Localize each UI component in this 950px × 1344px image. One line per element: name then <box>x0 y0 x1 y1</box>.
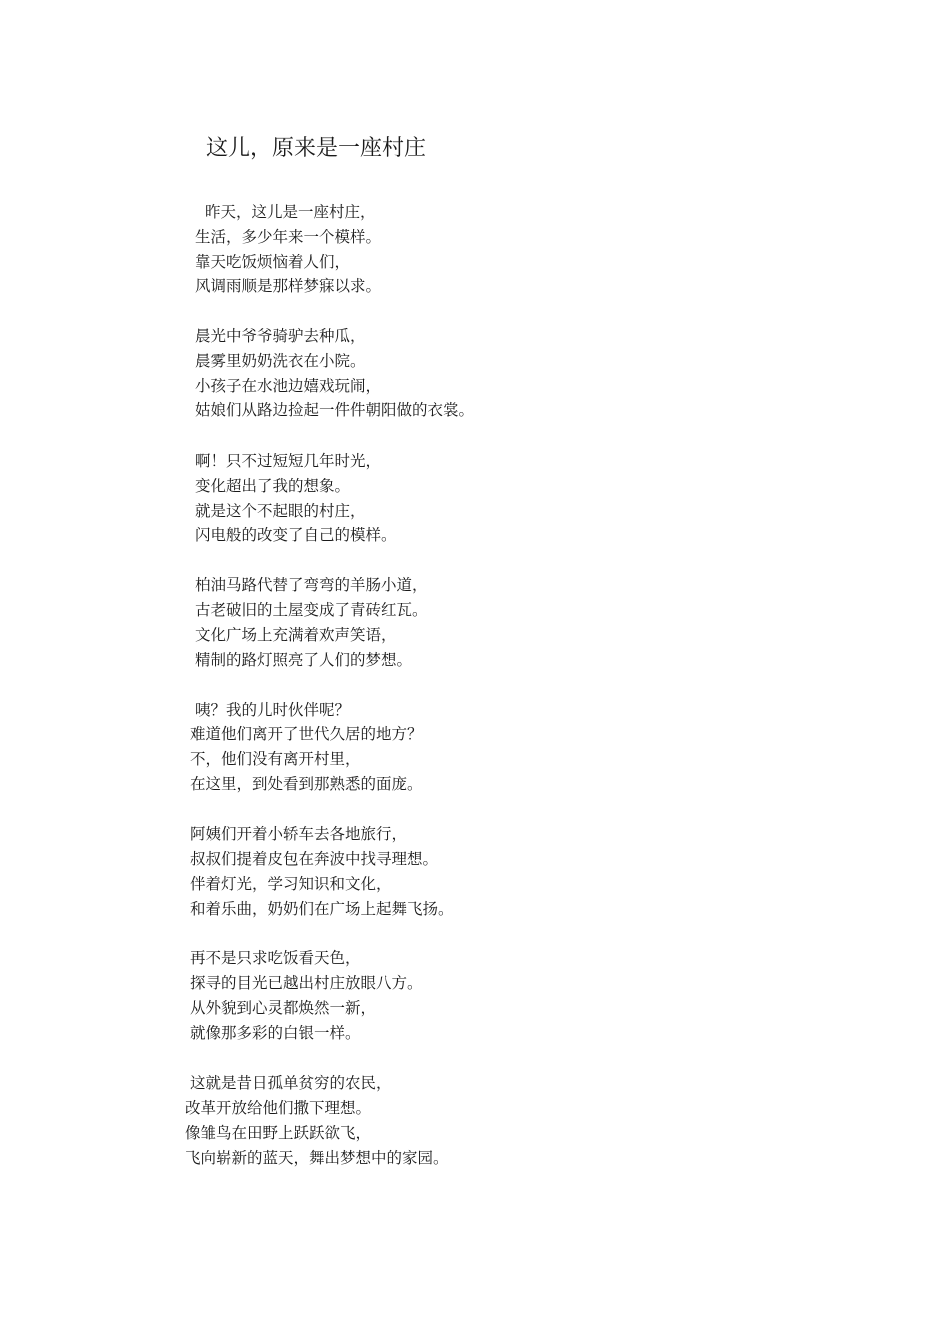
poem-line: 柏油马路代替了弯弯的羊肠小道， <box>195 576 428 594</box>
poem-line: 变化超出了我的想象。 <box>195 477 351 495</box>
poem-line: 闪电般的改变了自己的模样。 <box>195 526 397 544</box>
poem-line: 伴着灯光，学习知识和文化， <box>190 875 392 893</box>
poem-line: 生活，多少年来一个模样。 <box>195 228 382 246</box>
poem-line: 难道他们离开了世代久居的地方？ <box>190 725 423 743</box>
poem-line: 文化广场上充满着欢声笑语， <box>195 626 397 644</box>
poem-line: 像雏鸟在田野上跃跃欲飞， <box>185 1124 372 1142</box>
poem-line: 在这里，到处看到那熟悉的面庞。 <box>190 775 423 793</box>
poem-line: 不，他们没有离开村里， <box>190 750 361 768</box>
poem-line: 啊！只不过短短几年时光， <box>195 452 382 470</box>
poem-title: 这儿，原来是一座村庄 <box>206 136 427 161</box>
poem-line: 小孩子在水池边嬉戏玩闹， <box>195 377 382 395</box>
poem-line: 再不是只求吃饭看天色， <box>190 949 361 967</box>
poem-line: 晨雾里奶奶洗衣在小院。 <box>195 352 366 370</box>
poem-line: 就是这个不起眼的村庄， <box>195 502 366 520</box>
poem-line: 靠天吃饭烦恼着人们， <box>195 253 351 271</box>
poem-line: 叔叔们提着皮包在奔波中找寻理想。 <box>190 850 439 868</box>
poem-line: 姑娘们从路边捡起一件件朝阳做的衣裳。 <box>195 401 475 419</box>
poem-line: 昨天，这儿是一座村庄， <box>205 203 376 221</box>
poem-line: 风调雨顺是那样梦寐以求。 <box>195 277 382 295</box>
poem-line: 和着乐曲，奶奶们在广场上起舞飞扬。 <box>190 900 454 918</box>
poem-line: 阿姨们开着小轿车去各地旅行， <box>190 825 408 843</box>
poem-line: 古老破旧的土屋变成了青砖红瓦。 <box>195 601 428 619</box>
poem-line: 探寻的目光已越出村庄放眼八方。 <box>190 974 423 992</box>
poem-line: 咦？我的儿时伙伴呢？ <box>195 701 351 719</box>
poem-line: 精制的路灯照亮了人们的梦想。 <box>195 651 413 669</box>
poem-line: 晨光中爷爷骑驴去种瓜， <box>195 327 366 345</box>
poem-line: 就像那多彩的白银一样。 <box>190 1024 361 1042</box>
poem-line: 飞向崭新的蓝天，舞出梦想中的家园。 <box>185 1149 449 1167</box>
poem-line: 从外貌到心灵都焕然一新， <box>190 999 377 1017</box>
poem-line: 这就是昔日孤单贫穷的农民， <box>190 1074 392 1092</box>
poem-line: 改革开放给他们撒下理想。 <box>185 1099 372 1117</box>
